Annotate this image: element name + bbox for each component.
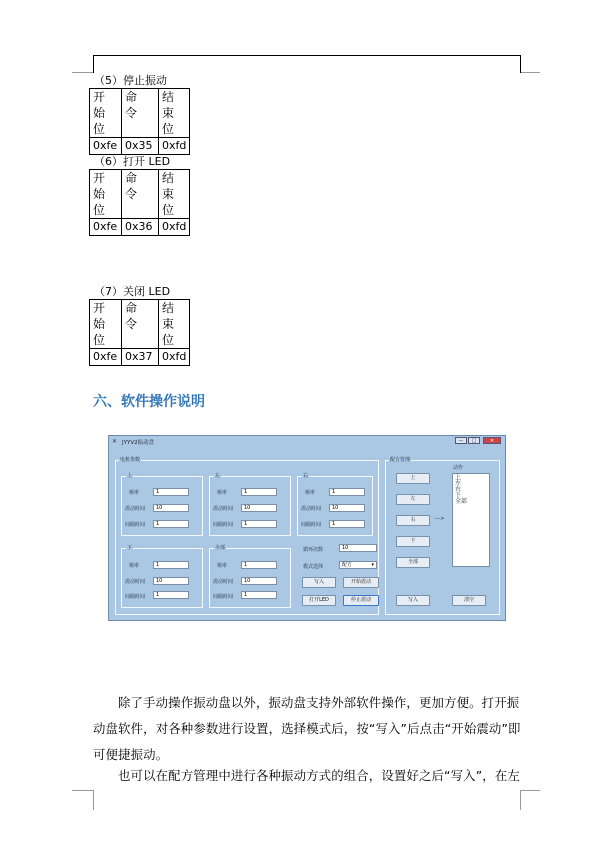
vib-time-input[interactable]: 10 [329, 504, 365, 512]
loop-count-input[interactable]: 10 [339, 544, 377, 552]
section-heading: 六、软件操作说明 [93, 394, 205, 410]
panel-left-title: 左 [215, 473, 221, 479]
action-list-label: 动作 [453, 465, 464, 471]
gap-time-label: 间隔时间 [213, 522, 234, 528]
vib-time-input[interactable]: 10 [241, 504, 277, 512]
recipe-clear-button[interactable]: 清空 [452, 595, 486, 606]
freq-input[interactable]: 1 [153, 488, 189, 496]
table-header-end: 结束位 [162, 90, 175, 136]
section-caption: （7）关闭 LED [94, 285, 171, 298]
recipe-left-button[interactable]: 左 [396, 494, 430, 505]
maximize-icon[interactable]: □ [468, 437, 480, 444]
table-header-command: 命令 [125, 301, 138, 331]
section-caption: （6）打开 LED [94, 155, 171, 168]
panel-right-title: 右 [303, 473, 309, 479]
app-title: JYYV2振动盘 [122, 440, 155, 446]
list-item[interactable]: 右 [455, 486, 462, 493]
freq-input[interactable]: 1 [241, 561, 277, 569]
freq-label: 频率 [129, 490, 140, 496]
header-tick-right [520, 55, 521, 73]
loop-count-label: 循环次数 [303, 547, 324, 553]
app-titlebar [109, 436, 505, 447]
crop-mark-top-left [72, 72, 93, 73]
crop-mark-bottom-right-v [520, 790, 521, 810]
gap-time-label: 间隔时间 [213, 594, 234, 600]
gap-time-label: 间隔时间 [301, 522, 322, 528]
vib-time-label: 震动时间 [125, 579, 146, 585]
vib-time-input[interactable]: 10 [153, 577, 189, 585]
freq-label: 频率 [217, 563, 228, 569]
table-cell-end: 0xfd [159, 138, 190, 155]
minimize-icon[interactable]: — [455, 437, 467, 444]
recipe-group-label: 配方管理 [390, 457, 411, 463]
panel-up-title: 上 [127, 473, 133, 479]
table-cell-start: 0xfe [90, 219, 122, 236]
vib-time-label: 震动时间 [213, 506, 234, 512]
section-caption: （5）停止振动 [94, 74, 167, 87]
table-cell-end: 0xfd [159, 349, 190, 366]
table-cell-start: 0xfe [90, 138, 122, 155]
freq-input[interactable]: 1 [241, 488, 277, 496]
vib-time-input[interactable]: 10 [153, 504, 189, 512]
arrow-indicator: ---> [435, 516, 445, 522]
motor-params-label: 电机参数 [120, 457, 141, 463]
gap-time-label: 间隔时间 [125, 522, 146, 528]
table-cell-start: 0xfe [90, 349, 122, 366]
command-table [89, 299, 190, 366]
table-header-command: 命令 [125, 90, 138, 120]
freq-label: 频率 [305, 490, 316, 496]
list-item[interactable]: 左 [455, 480, 462, 487]
table-cell-command: 0x36 [122, 219, 159, 236]
freq-input[interactable]: 1 [329, 488, 365, 496]
list-item[interactable]: 全部 [455, 498, 468, 505]
panel-all-title: 全部 [215, 545, 226, 551]
start-vibration-button[interactable]: 开始震动 [343, 577, 379, 588]
mode-select-value: 配方 [342, 562, 353, 568]
close-icon[interactable]: ✕ [483, 437, 501, 444]
software-screenshot [108, 435, 506, 621]
gap-time-input[interactable]: 1 [153, 520, 189, 528]
app-icon: ✕ [112, 438, 118, 445]
panel-down-title: 下 [127, 545, 133, 551]
crop-mark-bottom-left [72, 790, 93, 791]
stop-vibration-button[interactable]: 停止震动 [343, 595, 379, 606]
gap-time-input[interactable]: 1 [329, 520, 365, 528]
mode-select[interactable] [339, 561, 377, 569]
table-header-start: 开始位 [93, 301, 106, 347]
table-header-start: 开始位 [93, 90, 106, 136]
write-button[interactable]: 写入 [302, 577, 336, 588]
gap-time-input[interactable]: 1 [241, 591, 277, 599]
recipe-down-button[interactable]: 下 [396, 536, 430, 547]
table-cell-command: 0x37 [122, 349, 159, 366]
header-tick-left [93, 55, 94, 73]
command-table [89, 169, 190, 236]
mode-select-label: 模式选择 [303, 564, 324, 570]
freq-label: 频率 [129, 563, 140, 569]
crop-mark-bottom-left-v [93, 790, 94, 810]
command-table [89, 88, 190, 155]
vib-time-input[interactable]: 10 [241, 577, 277, 585]
recipe-right-button[interactable]: 右 [396, 515, 430, 526]
gap-time-input[interactable]: 1 [241, 520, 277, 528]
table-header-command: 命令 [125, 171, 138, 201]
recipe-write-button[interactable]: 写入 [396, 595, 430, 606]
chevron-down-icon: ▾ [371, 562, 374, 568]
freq-input[interactable]: 1 [153, 561, 189, 569]
gap-time-label: 间隔时间 [125, 594, 146, 600]
table-cell-end: 0xfd [159, 219, 190, 236]
recipe-all-button[interactable]: 全部 [396, 557, 430, 568]
table-cell-command: 0x35 [122, 138, 159, 155]
gap-time-input[interactable]: 1 [153, 591, 189, 599]
table-header-end: 结束位 [162, 171, 175, 217]
action-list[interactable] [452, 473, 490, 567]
recipe-up-button[interactable]: 上 [396, 473, 430, 484]
body-paragraph: 也可以在配方管理中进行各种振动方式的组合，设置好之后“写入”，在左 [118, 768, 520, 783]
crop-mark-bottom-right [520, 790, 540, 791]
list-item[interactable]: 上 [455, 474, 462, 481]
vib-time-label: 震动时间 [301, 506, 322, 512]
led-on-button[interactable]: 打开LED [302, 595, 336, 606]
header-rule [93, 55, 520, 56]
table-header-end: 结束位 [162, 301, 175, 347]
body-paragraph: 除了手动操作振动盘以外，振动盘支持外部软件操作，更加方便。打开振动盘软件，对各种参数进行设置，选择模式后，按“写入”后点击“开始震动”即可便捷振动。 [93, 695, 521, 762]
vib-time-label: 震动时间 [213, 579, 234, 585]
freq-label: 频率 [217, 490, 228, 496]
list-item[interactable]: 下 [455, 492, 462, 499]
crop-mark-top-right [520, 72, 540, 73]
vib-time-label: 震动时间 [125, 506, 146, 512]
table-header-start: 开始位 [93, 171, 106, 217]
